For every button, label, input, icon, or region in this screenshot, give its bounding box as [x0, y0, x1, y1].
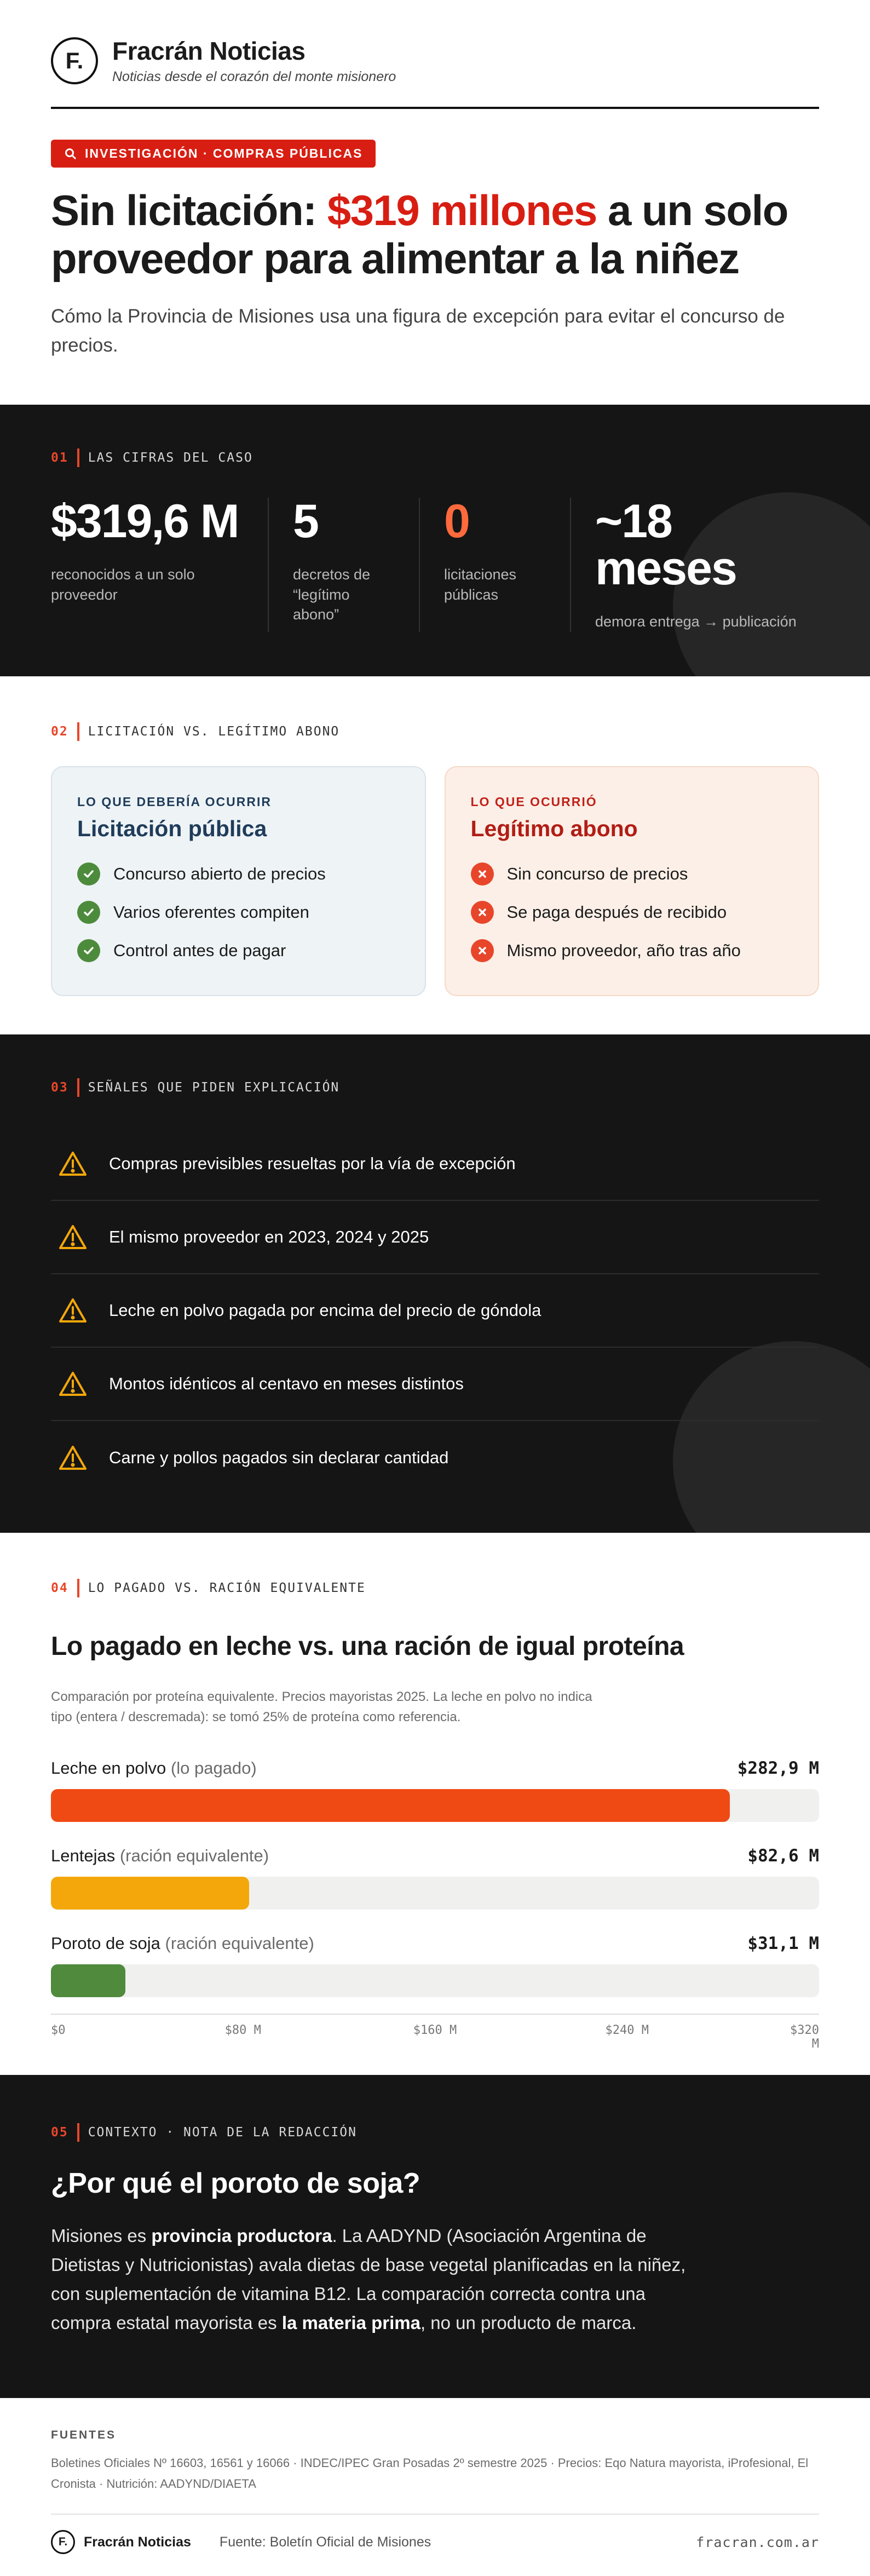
stat-label: reconocidos a un solo proveedor	[51, 566, 195, 603]
section-warning-signs	[0, 1034, 870, 1533]
section-divider	[77, 1579, 79, 1597]
section-divider	[77, 722, 79, 741]
section-label	[51, 1579, 819, 1597]
brand-name[interactable]: Fracrán Noticias	[112, 37, 306, 65]
signal-text: Carne y pollos pagados sin declarar cantidad	[109, 1448, 449, 1468]
bar-category	[51, 1758, 257, 1778]
signal-text: El mismo proveedor en 2023, 2024 y 2025	[109, 1227, 429, 1247]
card-kicker: LO QUE OCURRIÓ	[470, 795, 597, 809]
bar-track	[51, 1877, 819, 1910]
check-icon	[77, 901, 100, 924]
list-item	[471, 901, 793, 924]
footer-bar	[51, 2514, 819, 2554]
section-comparison	[0, 676, 870, 1034]
warning-icon	[59, 1224, 87, 1250]
check-icon	[77, 939, 100, 962]
list-item	[51, 1348, 819, 1421]
section-number: 03	[51, 1080, 68, 1095]
footer-url-link[interactable]: fracran.com.ar	[696, 2534, 819, 2550]
stat-value: ~18 meses	[595, 495, 736, 595]
list-item	[51, 1274, 819, 1348]
stats-row	[51, 495, 819, 631]
section-divider	[77, 2123, 79, 2142]
warning-icon	[59, 1151, 87, 1177]
list-item	[77, 939, 400, 962]
warning-icon	[59, 1445, 87, 1471]
stat-value: $319,6 M	[51, 495, 239, 548]
comparison-cards	[51, 766, 819, 996]
signal-text: Leche en polvo pagada por encima del precio de góndola	[109, 1301, 541, 1320]
context-title: ¿Por qué el poroto de soja?	[51, 2167, 420, 2200]
stat-delay	[570, 495, 819, 631]
list-item	[77, 863, 400, 886]
section-number: 04	[51, 1581, 68, 1596]
bar-header	[51, 1934, 819, 1953]
footer-logo[interactable]: F.	[51, 2530, 75, 2554]
bar-category	[51, 1846, 269, 1866]
context-text: , no un producto de marca.	[420, 2312, 637, 2333]
axis-tick-label: $320 M	[790, 2023, 819, 2051]
axis-tick-label: $80 M	[224, 2023, 261, 2037]
chart-note: Comparación por proteína equivalente. Precios mayoristas 2025. La leche en polvo no indica tipo (entera / descremada): se tomó 25% de proteína como referencia.	[51, 1689, 592, 1725]
bar-value-label: $282,9 M	[737, 1758, 819, 1778]
bar-category	[51, 1934, 314, 1953]
signal-text: Montos idénticos al centavo en meses distintos	[109, 1374, 464, 1394]
x-icon	[471, 863, 494, 886]
section-title: LO PAGADO VS. RACIÓN EQUIVALENTE	[88, 1581, 366, 1596]
card-list	[471, 863, 793, 962]
stat-label: licitaciones públicas	[444, 566, 517, 603]
context-bold: provincia productora	[151, 2226, 332, 2246]
footer-brand-name[interactable]: Fracrán Noticias	[84, 2534, 191, 2550]
list-item	[77, 901, 400, 924]
bar-category-note: (lo pagado)	[170, 1758, 257, 1778]
search-icon	[64, 147, 77, 160]
axis-tick-label: $0	[51, 2023, 66, 2037]
headline-before: Sin licitación:	[51, 186, 327, 234]
check-icon	[77, 863, 100, 886]
list-item-label: Varios oferentes compiten	[113, 902, 309, 922]
section-divider	[77, 449, 79, 467]
bar-track	[51, 1789, 819, 1822]
x-icon	[471, 901, 494, 924]
list-item-label: Se paga después de recibido	[506, 902, 727, 922]
category-pill[interactable]	[51, 140, 376, 168]
section-divider	[77, 1078, 79, 1097]
brand-bar	[51, 36, 819, 109]
stat-tenders	[419, 495, 570, 631]
page-header	[0, 0, 870, 109]
bar-header	[51, 1846, 819, 1866]
card-title: Legítimo abono	[470, 816, 638, 842]
section-title: CONTEXTO · NOTA DE LA REDACCIÓN	[88, 2125, 357, 2140]
headline-after: a un solo proveedor para alimentar a la niñez	[51, 186, 788, 283]
brand-text	[112, 36, 396, 85]
section-title: SEÑALES QUE PIDEN EXPLICACIÓN	[88, 1080, 340, 1095]
bar-track	[51, 1964, 819, 1997]
headline	[51, 186, 819, 283]
section-chart	[0, 1533, 870, 2075]
card-public-tender	[51, 766, 426, 996]
stat-decrees	[268, 495, 419, 631]
list-item	[471, 863, 793, 886]
axis-tick-label: $160 M	[413, 2023, 457, 2037]
bar-category-label: Poroto de soja	[51, 1933, 160, 1953]
context-text: Misiones es	[51, 2226, 152, 2246]
section-label	[51, 722, 819, 741]
card-title: Licitación pública	[77, 816, 267, 842]
section-number: 02	[51, 725, 68, 739]
card-list	[77, 863, 400, 962]
category-pill-label: INVESTIGACIÓN · COMPRAS PÚBLICAS	[85, 146, 363, 160]
section-label	[51, 449, 819, 467]
signals-list	[51, 1128, 819, 1494]
bar-chart	[51, 1758, 819, 1997]
context-paragraph	[51, 2222, 697, 2337]
bar-category-label: Lentejas	[51, 1845, 116, 1865]
page-footer	[0, 2398, 870, 2576]
footer-brand	[51, 2530, 431, 2554]
list-item-label: Control antes de pagar	[113, 941, 286, 961]
stat-label: decretos de “legítimo abono”	[293, 566, 371, 623]
list-item-label: Mismo proveedor, año tras año	[506, 941, 741, 961]
list-item	[471, 939, 793, 962]
section-title: LICITACIÓN VS. LEGÍTIMO ABONO	[88, 725, 340, 739]
list-item	[51, 1128, 819, 1201]
warning-icon	[59, 1297, 87, 1324]
stat-amount	[51, 495, 268, 631]
list-item-label: Sin concurso de precios	[506, 864, 688, 884]
bar-fill	[51, 1789, 730, 1822]
bar-fill	[51, 1877, 249, 1910]
list-item-label: Concurso abierto de precios	[113, 864, 326, 884]
list-item	[51, 1421, 819, 1494]
card-kicker: LO QUE DEBERÍA OCURRIR	[77, 795, 272, 809]
warning-icon	[59, 1371, 87, 1397]
bar-item	[51, 1758, 819, 1822]
bar-item	[51, 1846, 819, 1910]
bar-item	[51, 1934, 819, 1997]
list-item	[51, 1201, 819, 1274]
section-number: 05	[51, 2125, 68, 2140]
section-key-figures	[0, 405, 870, 676]
axis-tick-label: $240 M	[605, 2023, 649, 2037]
chart-axis	[51, 2014, 819, 2052]
brand-logo[interactable]: F.	[51, 37, 98, 84]
bar-header	[51, 1758, 819, 1778]
hero	[0, 109, 870, 405]
brand-tagline: Noticias desde el corazón del monte misionero	[112, 69, 396, 84]
subheadline: Cómo la Provincia de Misiones usa una figura de excepción para evitar el concurso de precios.	[51, 306, 785, 356]
bar-value-label: $82,6 M	[747, 1845, 819, 1866]
section-title: LAS CIFRAS DEL CASO	[88, 451, 253, 465]
sources-text: Boletines Oficiales Nº 16603, 16561 y 16066 · INDEC/IPEC Gran Posadas 2º semestre 2025 · Precios: Eqo Natura mayorista, iProfesional, El Cronista · Nutrición: AADYND/DIAETA	[51, 2456, 809, 2491]
stat-label: demora entrega → publicación	[595, 613, 797, 630]
section-number: 01	[51, 451, 68, 465]
context-text: . La AADYND (Asociación Argentina de Dietistas y Nutricionistas) avala dietas de base vegetal planificadas en la niñez, con suplementación de vitamina B12. La comparación correcta contra una compra estatal mayorista es	[51, 2226, 686, 2333]
headline-highlight: $319 millones	[327, 186, 597, 234]
x-icon	[471, 939, 494, 962]
section-context	[0, 2075, 870, 2398]
card-legitimate-payment	[445, 766, 820, 996]
stat-value: 0	[444, 495, 469, 548]
bar-fill	[51, 1964, 125, 1997]
section-label	[51, 2123, 819, 2142]
sources-label: FUENTES	[51, 2429, 117, 2442]
context-bold: la materia prima	[281, 2312, 420, 2333]
section-label	[51, 1078, 819, 1097]
footer-source: Fuente: Boletín Oficial de Misiones	[219, 2534, 431, 2550]
bar-category-note: (ración equivalente)	[119, 1845, 269, 1865]
signal-text: Compras previsibles resueltas por la vía de excepción	[109, 1154, 516, 1174]
bar-category-note: (ración equivalente)	[165, 1933, 314, 1953]
bar-value-label: $31,1 M	[747, 1933, 819, 1953]
bar-category-label: Leche en polvo	[51, 1758, 166, 1778]
chart-title: Lo pagado en leche vs. una ración de igual proteína	[51, 1632, 684, 1661]
stat-value: 5	[293, 495, 318, 548]
